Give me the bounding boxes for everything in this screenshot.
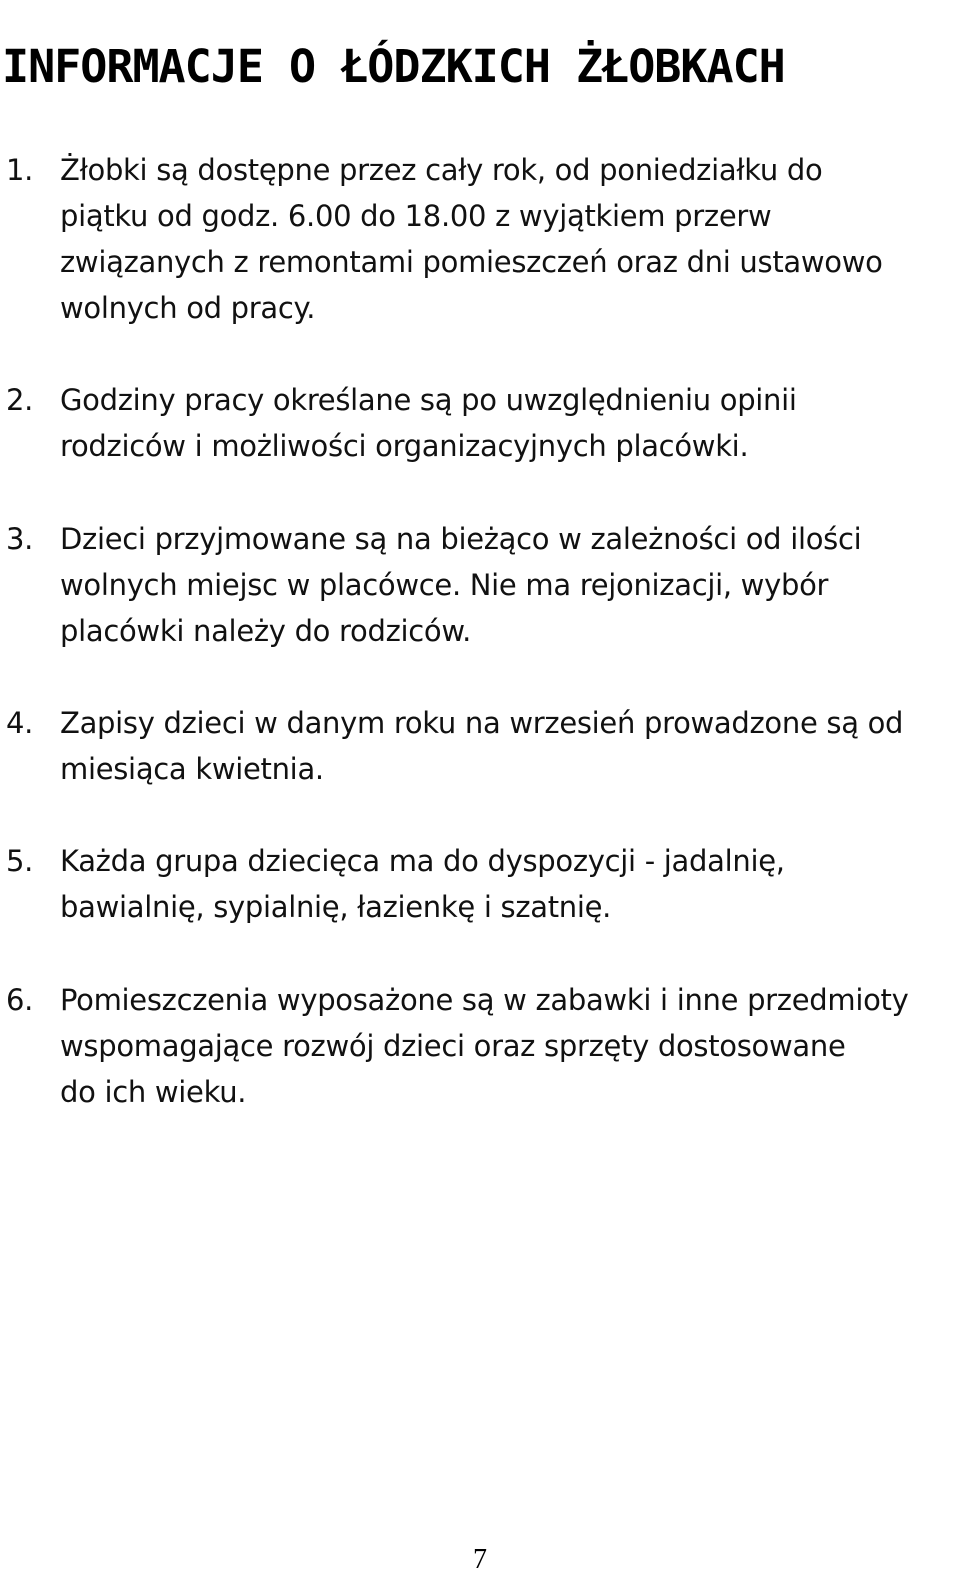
page-number: 7: [473, 1544, 487, 1575]
page-title: INFORMACJE O ŁÓDZKICH ŻŁOBKACH: [2, 40, 785, 94]
item-number: 5.: [6, 844, 34, 878]
item-text: [60, 377, 950, 469]
item-line: wolnych miejsc w placówce. Nie ma rejonizacji, wybór: [60, 568, 829, 602]
item-text: [60, 147, 950, 331]
item-text: [60, 516, 950, 654]
item-line: placówki należy do rodziców.: [60, 614, 472, 648]
item-number: 3.: [6, 522, 34, 556]
item-line: rodziców i możliwości organizacyjnych placówki.: [60, 429, 749, 463]
item-line: piątku od godz. 6.00 do 18.00 z wyjątkiem przerw: [60, 199, 772, 233]
item-line: Godziny pracy określane są po uwzględnieniu opinii: [60, 383, 797, 417]
item-line: Pomieszczenia wyposażone są w zabawki i inne przedmioty: [60, 983, 909, 1017]
item-line: Żłobki są dostępne przez cały rok, od poniedziałku do: [60, 153, 823, 187]
item-line: związanych z remontami pomieszczeń oraz dni ustawowo: [60, 245, 883, 279]
item-number: 1.: [6, 153, 34, 187]
item-number: 2.: [6, 383, 34, 417]
item-line: wolnych od pracy.: [60, 291, 316, 325]
item-text: [60, 700, 950, 792]
item-line: do ich wieku.: [60, 1075, 247, 1109]
item-line: bawialnię, sypialnię, łazienkę i szatnię.: [60, 890, 612, 924]
item-line: Każda grupa dziecięca ma do dyspozycji - jadalnię,: [60, 844, 785, 878]
item-line: wspomagające rozwój dzieci oraz sprzęty dostosowane: [60, 1029, 846, 1063]
item-line: Dzieci przyjmowane są na bieżąco w zależności od ilości: [60, 522, 862, 556]
item-text: [60, 977, 950, 1115]
item-text: [60, 838, 950, 930]
item-number: 4.: [6, 706, 34, 740]
item-line: miesiąca kwietnia.: [60, 752, 324, 786]
item-line: Zapisy dzieci w danym roku na wrzesień prowadzone są od: [60, 706, 904, 740]
item-number: 6.: [6, 983, 34, 1017]
